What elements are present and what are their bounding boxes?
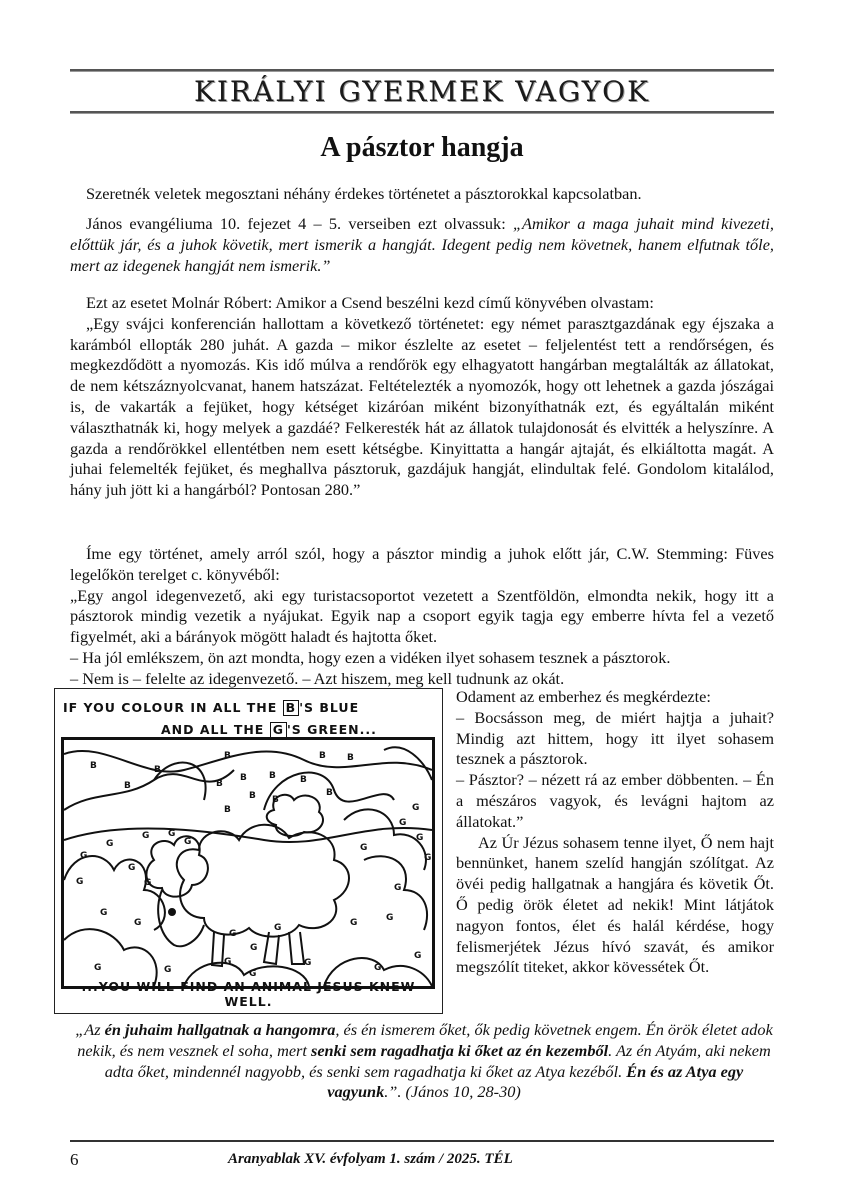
svg-text:G: G xyxy=(94,963,102,973)
svg-text:G: G xyxy=(416,833,424,843)
gospel-paragraph xyxy=(70,214,774,276)
svg-text:G: G xyxy=(80,851,88,861)
story2-dialog-2: – Nem is – felelte az idegenvezető. – Azt hiszem, meg kell tudnunk az okát. xyxy=(70,668,565,688)
scripture-quote xyxy=(74,1020,774,1103)
svg-text:G: G xyxy=(412,803,420,813)
svg-text:G: G xyxy=(144,878,152,888)
svg-text:G: G xyxy=(184,837,192,847)
quote-text: „Az xyxy=(75,1020,105,1039)
section-title: KIRÁLYI GYERMEK VAGYOK xyxy=(193,75,651,108)
svg-text:G: G xyxy=(274,923,282,933)
svg-text:G: G xyxy=(224,957,232,967)
svg-text:B: B xyxy=(347,753,354,763)
svg-text:B: B xyxy=(240,773,247,783)
header-rule-top xyxy=(70,69,774,72)
svg-text:G: G xyxy=(249,969,257,979)
quote-text: . Az én Atyám, aki nekem adta őket, mindennél nagyobb, és senki sem ragadhatja ki őket az Atya kezéből. xyxy=(104,1040,771,1081)
svg-text:B: B xyxy=(269,771,276,781)
svg-text:B: B xyxy=(124,781,131,791)
story1-text: „Egy svájci konferencián hallottam a következő történetet: egy német parasztgazdának egy éjszaka a karámból ellopták 280 juhát. A gazda – mikor észlelte az esetet – feljelentést tett a rendőrségen, és megkezdődött a nyomozás. Kis idő múlva a rendőrök egy elhagyatott hangárban megtalálták az állatokat, de nem kétszáznyolcvanat, hanem hatszázat. Feltételezték a nyomozók, hogy ott lehetnek a gazda jószágai is, de vakarták a fejüket, hogy kétséget kizáróan miként bizonyíthatnák ezt, és egyáltalán miként választhatnák ki, hogy melyek a gazdáé? Felkeresték hát az állatok tulajdonosát és elvitték a helyszínre. A gazda a rendőrökkel ellentétben nem esett kétségbe. Kinyittatta a hangár ajtaját, és elkiáltotta magát. A juhai felemelték fejüket, és meghallva pásztoruk, gazdájuk hangját, elindultak felé. Gondolom kitalálod, hány juh jött ki a hangárból? Pontosan 280.” xyxy=(70,313,774,500)
svg-text:G: G xyxy=(386,913,394,923)
story2-intro: Íme egy történet, amely arról szól, hogy a pásztor mindig a juhok előtt jár, C.W. Stemming: Füves legelőkön terelget c. könyvéből: xyxy=(70,544,774,584)
svg-text:B: B xyxy=(319,751,326,761)
svg-text:G: G xyxy=(304,958,312,968)
gospel-text xyxy=(70,214,774,276)
svg-text:G: G xyxy=(142,831,150,841)
svg-text:G: G xyxy=(168,829,176,839)
svg-text:G: G xyxy=(164,965,172,975)
story1-intro: Ezt az esetet Molnár Róbert: Amikor a Csend beszélni kezd című könyvében olvastam: xyxy=(86,293,654,312)
svg-text:B: B xyxy=(249,791,256,801)
quote-reference: .”. (János 10, 28-30) xyxy=(384,1082,521,1102)
footer-rule xyxy=(70,1140,774,1142)
caption-text: IF YOU COLOUR IN ALL THE xyxy=(63,700,283,715)
story2-paragraph xyxy=(70,544,774,690)
side-paragraph-1: Odament az emberhez és megkérdezte: xyxy=(456,687,711,706)
coloring-cartoon xyxy=(54,688,443,1014)
side-paragraph-3: – Pásztor? – nézett rá az ember döbbenten. – Én a mészáros vagyok, és levágni hajtom az állatokat.” xyxy=(456,770,774,831)
svg-text:G: G xyxy=(374,963,382,973)
svg-text:G: G xyxy=(360,843,368,853)
caption-text: 'S BLUE xyxy=(299,700,360,715)
svg-text:B: B xyxy=(224,751,231,761)
svg-text:G: G xyxy=(399,818,407,828)
svg-text:B: B xyxy=(272,795,279,805)
svg-text:B: B xyxy=(90,761,97,771)
svg-text:B: B xyxy=(216,779,223,789)
intro-paragraph xyxy=(70,184,774,205)
quote-text: , és én ismerem őket, ők pedig követnek engem. Én örök életet adok nekik, és nem vesznek el soha, mert xyxy=(77,1020,773,1060)
svg-text:G: G xyxy=(350,918,358,928)
caption-top-line1 xyxy=(63,700,359,715)
svg-text:B: B xyxy=(154,765,161,775)
svg-text:B: B xyxy=(300,775,307,785)
quote-emphasis: senki sem ragadhatja ki őket az én kezemből xyxy=(310,1040,609,1060)
quote-emphasis: Én és az Atya egy vagyunk xyxy=(327,1061,744,1102)
quote-emphasis: én juhaim hallgatnak a hangomra xyxy=(104,1020,336,1039)
svg-text:B: B xyxy=(326,788,333,798)
svg-text:B: B xyxy=(224,805,231,815)
svg-text:G: G xyxy=(76,877,84,887)
svg-text:G: G xyxy=(394,883,402,893)
svg-text:G: G xyxy=(414,951,422,961)
story2-text: „Egy angol idegenvezető, aki egy turistacsoportot vezetett a Szentföldön, elmondta nekik, hogy itt a pásztorok mindig vezetik a nyájukat. Egyik nap a csoport egyik tagja egy emberre hívta fel a vezető figyelmét, aki a bárányok mögött haladt és hajtotta őket. xyxy=(70,585,774,647)
sheep-illustration-icon xyxy=(64,740,432,986)
story2-dialog-1: – Ha jól emlékszem, ön azt mondta, hogy ezen a vidéken ilyet sohasem tesznek a pásztorok. xyxy=(70,647,671,667)
sheep-coloring-picture xyxy=(61,737,435,989)
svg-text:G: G xyxy=(106,839,114,849)
boxed-letter-g: G xyxy=(270,722,287,738)
svg-text:G: G xyxy=(134,918,142,928)
header-rule-bottom xyxy=(70,111,774,114)
publication-info: Aranyablak XV. évfolyam 1. szám / 2025. TÉL xyxy=(228,1151,513,1167)
cartoon-caption-bottom: ...YOU WILL FIND AN ANIMAL JESUS KNEW WELL. xyxy=(81,979,416,1009)
svg-text:G: G xyxy=(100,908,108,918)
gospel-quote: „Amikor a maga juhait mind kivezeti, előttük jár, és a juhok követik, mert ismerik a hangját. Idegent pedig nem követnek, hanem elfutnak tőle, mert az idegenek hangját nem ismerik.” xyxy=(70,214,774,275)
gospel-intro: János evangéliuma 10. fejezet 4 – 5. verseiben ezt olvassuk: xyxy=(86,214,513,233)
intro-text: Szeretnék veletek megosztani néhány érdekes történetet a pásztorokkal kapcsolatban. xyxy=(86,184,642,203)
article-title: A pásztor hangja xyxy=(320,132,524,163)
story1-paragraph xyxy=(70,293,774,501)
svg-text:G: G xyxy=(229,929,237,939)
caption-text: AND ALL THE xyxy=(161,722,270,737)
cartoon-caption-top xyxy=(63,697,377,741)
side-column-text xyxy=(456,687,774,978)
boxed-letter-b: B xyxy=(283,700,300,716)
caption-text: 'S GREEN... xyxy=(286,722,377,737)
svg-text:G: G xyxy=(128,863,136,873)
svg-text:G: G xyxy=(424,853,432,863)
svg-text:G: G xyxy=(250,943,258,953)
page-number: 6 xyxy=(70,1150,79,1169)
side-paragraph-2: – Bocsásson meg, de miért hajtja a juhait? Mindig azt hittem, hogy itt ilyet sohasem tesznek a pásztorok. xyxy=(456,707,774,769)
side-paragraph-4: Az Úr Jézus sohasem tenne ilyet, Ő nem hajt bennünket, hanem szelíd hangján szólítgat. Az övéi pedig hallgatnak a hangjára és követik Őt. Ő pedig örök életet ad nekik! Mint látjátok nagyon fontos, élet és halál kérdése, hogy felismerjétek Jézus hívó szavát, és amikor megszólít titeket, akkor kövessétek Őt. xyxy=(456,832,774,977)
